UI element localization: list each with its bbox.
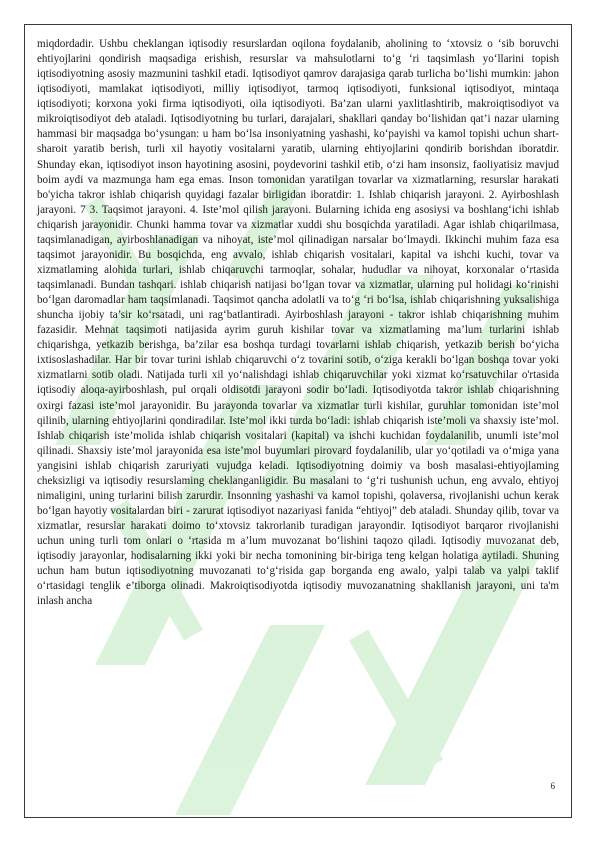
page-number: 6 bbox=[550, 781, 555, 791]
body-paragraph: miqdordadir. Ushbu cheklangan iqtisodiy resurslardan oqilona foydalanib, aholining to ‘xtovsiz o ‘sib boruvchi ehtiyojlarini qondirish maqsadiga erishish, resurslar va mahsulotlarni to‘g ‘ri taqsimlash yo‘llarini topish iqtisodiyotning asosiy mazmunini tashkil etadi. Iqtisodiyot qamrov darajasiga qarab turlicha bo‘lishi mumkin: jahon iqtisodiyoti, mamlakat iqtisodiyoti, milliy iqtisodiyot, tarmoq iqtisodiyoti, funksional iqtisodiyot, mintaqa iqtisodiyoti; korxona yoki firma iqtisodiyoti, oila iqtisodiyoti. Ba’zan ularni yaxlitlashtirib, makroiqtisodiyot va mikroiqtisodiyot deb ataladi. Iqtisodiyotning bu turlari, darajalari, shakllari qanday bo‘lishidan qat’i nazar ularning hammasi bir maqsadga bo‘ysungan: u ham bo‘lsa insoniyatning yashashi, ko‘payishi va kamol topishi uchun shart-sharoit yaratib berish, turli xil hayotiy vositalarni yaratib, ularning ehtiyojlarini qondirib borishdan iboratdir. Shunday ekan, iqtisodiyot inson hayotining asosini, poydevorini tashkil etib, o‘zi ham insonsiz, faoliyatisiz mavjud boim aydi va mazmunga ham ega emas. Inson tomonidan yaratilgan tovarlar va xizmatlarning, resurslar harakati bo'yicha takror ishlab chiqarish quyidagi fazalar birligidan iboratdir: 1. Ishlab chiqarish jarayoni. 2. Ayirboshlash jarayoni. 7 3. Taqsimot jarayoni. 4. Iste’mol qilish jarayoni. Bularning ichida eng asosiysi va boshlang‘ichi ishlab chiqarish jarayonidir. Chunki hamma tovar va xizmatlar xuddi shu bosqichda yaratiladi. Agar ishlab chiqarilmasa, taqsimlanadigan, ayirboshlanadigan va nihoyat, iste’mol qilinadigan narsalar bo‘lmaydi. Ikkinchi muhim faza esa taqsimot jarayonidir. Bu bosqichda, eng avvalo, ishlab chiqarish vositalari, kapital va ishchi kuchi, tovar va xizmatlaming alohida turlari, ishlab chiqaruvchi tarmoqlar, sohalar, hududlar va nihoyat, korxonalar o‘rtasida taqsimlanadi. Bundan tashqari. ishlab chiqarish natijasi bo‘lgan tovar va xizmatlar, ularning pul holidagi ko‘rinishi bo‘lgan daromadlar ham taqsimlanadi. Taqsimot qancha adolatli va to‘g ‘ri bo‘lsa, ishlab chiqarishning yuksalishiga shuncha ijobiy ta’sir ko‘rsatadi, uni rag‘batlantiradi. Ayirboshlash jarayoni - takror ishlab chiqarishning muhim fazasidir. Mehnat taqsimoti natijasida ayrim guruh kishilar tovar va xizmatlaming ma’lum turlarini ishlab chiqarishga, yetkazib berishga, ba’zilar esa boshqa turdagi tovarlarni ishlab chiqarish, yetkazib berish bo‘yicha ixtisoslashadilar. Har bir tovar turini ishlab chiqaruvchi o‘z tovarini sotib, o‘ziga kerakli bo‘lgan boshqa tovar yoki xizmatlarni sotib oladi. Natijada turli xil yo‘nalishdagi ishlab chiqaruvchilar yoki xizmat ko‘rsatuvchilar o'rtasida iqtisodiy aloqa-ayirboshlash, pul orqali oldisotdi jarayoni sodir bo‘ladi. Iqtisodiyotda takror ishlab chiqarishning oxirgi fazasi iste’mol jarayonidir. Bu jarayonda tovarlar va xizmatlar turli kishilar, guruhlar tomonidan iste’mol qilinib, ularning ehtiyojlarini qondiradilar. Iste’mol ikki turda bo‘ladi: ishlab chiqarish iste’moli va shaxsiy iste’mol. Ishlab chiqarish iste’molida ishlab chiqarish vositalari (kapital) va ishchi kuchidan foydalanilib, unumli iste’mol qilinadi. Shaxsiy iste’mol jarayonida esa iste’mol buyumlari pirovard foydalanilib, ular yo‘qotiladi va o‘miga yana yangisini ishlab chiqarish zaruriyati vujudga keladi. Iqtisodiyotning doimiy va bosh masalasi-ehtiyojlaming cheksizligi va iqtisodiy resurslaming cheklanganligidir. Bu masalani to ‘g‘ri tushunish uchun, eng avvalo, ehtiyoj nimaligini, uning turlarini bilish zarurdir. Insonning yashashi va kamol topishi, qolaversa, rivojlanishi uchun kerak bo‘lgan hayotiy vositalardan biri - zarurat iqtisodiyot nazariyasi fanida “ehtiyoj” deb ataladi. Shunday qilib, tovar va xizmatlar, resurslar harakati doimo to‘xtovsiz takrorlanib turadigan jarayondir. Iqtisodiyot barqaror rivojlanishi uchun uning turli tom onlari o ‘rtasida m a’lum muvozanat bo‘lishini taqozo qiladi. Iqtisodiy muvozanat deb, iqtisodiy jarayonlar, hodisalarning ikki yoki bir necha tomonining bir-biriga teng kelgan holatiga aytiladi. Shuning uchun ham butun iqtisodiyotning muvozanati to‘g‘risida gap borganda eng awalo, yalpi talab va yalpi taklif o‘rtasidagi tenglik e’tiborga olinadi. Makroiqtisodiyotda iqtisodiy muvozanatning shakllanish jarayoni, uni ta'm inlash ancha bbox=[37, 38, 559, 608]
page-frame bbox=[24, 24, 572, 818]
